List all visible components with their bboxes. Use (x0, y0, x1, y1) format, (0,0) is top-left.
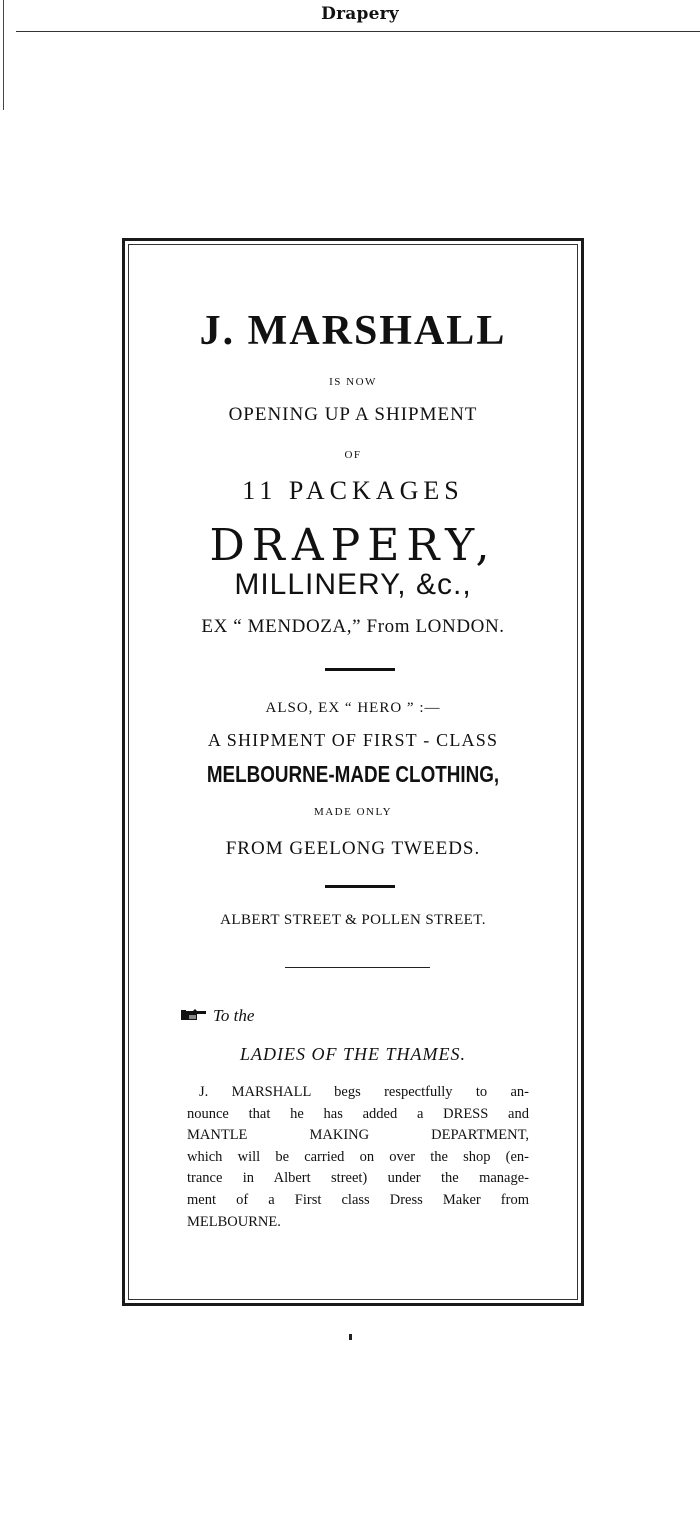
also-ex-hero-text: ALSO, EX “ HERO ” :— (265, 700, 441, 716)
of-text: OF (344, 449, 362, 461)
geelong-tweeds-text: FROM GEELONG TWEEDS. (225, 838, 481, 859)
notice-body-line: nounce that he has added a DRESS and (187, 1105, 529, 1122)
millinery-heading: MILLINERY, &c., (234, 568, 472, 601)
packages-text: 11 PACKAGES (242, 476, 464, 505)
advertisement-inner-frame (128, 244, 578, 1300)
first-class-shipment-text: A SHIPMENT OF FIRST - CLASS (207, 730, 499, 750)
page-title: Drapery (321, 4, 399, 24)
advertiser-name: J. MARSHALL (199, 308, 507, 354)
print-mark (349, 1334, 352, 1340)
made-only-text: MADE ONLY (313, 806, 393, 818)
store-address: ALBERT STREET & POLLEN STREET. (220, 912, 486, 928)
notice-body-line: J. MARSHALL begs respectfully to an- (199, 1084, 529, 1100)
drapery-heading: DRAPERY, (209, 520, 497, 571)
notice-lead-text: To the (213, 1006, 255, 1025)
notice-body-line: trance in Albert street) under the manage- (187, 1170, 529, 1187)
pointing-hand-icon (181, 1006, 207, 1028)
header-rule (16, 31, 700, 32)
notice-body-line: MELBOURNE. (187, 1213, 281, 1230)
notice-lead (181, 1005, 254, 1028)
notice-divider (285, 967, 430, 968)
ladies-heading: LADIES OF THE THAMES. (240, 1044, 466, 1064)
notice-body-line: MANTLE MAKING DEPARTMENT, (187, 1127, 529, 1144)
page-header (0, 0, 700, 32)
notice-body-line: which will be carried on over the shop (en- (187, 1148, 529, 1165)
is-now-text: IS NOW (329, 376, 377, 388)
section-divider (325, 668, 395, 671)
advertisement-frame (122, 238, 584, 1306)
section-divider (325, 885, 395, 888)
opening-text: OPENING UP A SHIPMENT (228, 404, 478, 425)
notice-body (187, 1082, 529, 1233)
melbourne-clothing-heading: MELBOURNE-MADE CLOTHING, (206, 761, 500, 787)
advertisement-content (129, 245, 577, 1299)
ex-mendoza-text: EX “ MENDOZA,” From LONDON. (201, 616, 505, 637)
notice-body-line: ment of a First class Dress Maker from (187, 1191, 529, 1208)
